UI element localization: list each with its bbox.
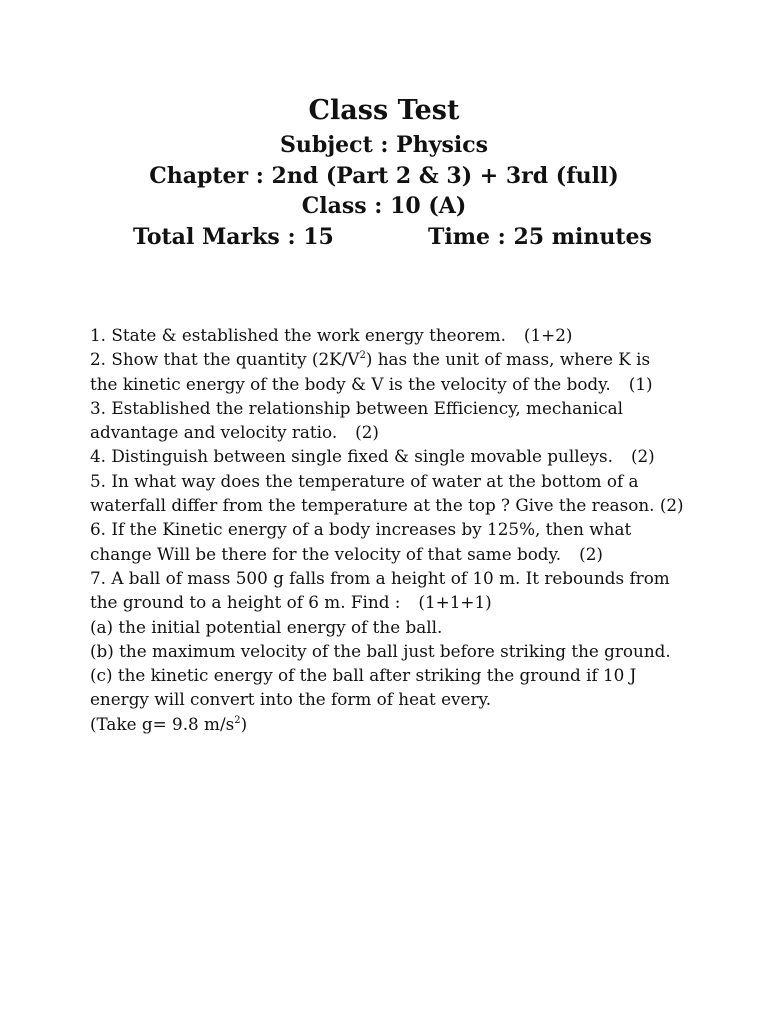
question-5: 5. In what way does the temperature of water at the bottom of a <box>90 470 639 491</box>
question-marks: (2) <box>579 543 603 564</box>
question-marks: (2) <box>630 446 655 467</box>
superscript: 2 <box>234 714 241 726</box>
marks-time-row <box>0 222 768 253</box>
question-7-continued <box>90 590 710 614</box>
question-7-part-c-continued: energy will convert into the form of heat every. <box>90 689 492 710</box>
chapter-line: Chapter : 2nd (Part 2 & 3) + 3rd (full) <box>149 162 619 189</box>
question-1 <box>90 323 710 347</box>
question-text: change Will be there for the velocity of that same body. <box>90 543 562 564</box>
question-text: ) has the unit of mass, where K is <box>365 349 651 370</box>
subject-line: Subject : Physics <box>279 132 489 158</box>
note-text: (Take g= 9.8 m/s <box>90 713 235 734</box>
question-7-part-b: (b) the maximum velocity of the ball just before striking the ground. <box>90 640 671 661</box>
question-2 <box>90 347 710 371</box>
total-marks: Total Marks : 15 <box>133 223 334 250</box>
test-header <box>0 92 768 253</box>
question-text: the kinetic energy of the body & V is the velocity of the body. <box>90 373 611 394</box>
question-6-continued <box>90 542 710 566</box>
question-marks: (1) <box>628 373 653 394</box>
question-text: 2. Show that the quantity (2K/V <box>90 349 360 370</box>
question-6: 6. If the Kinetic energy of a body increases by 125%, then what <box>90 519 632 540</box>
time-allowed: Time : 25 minutes <box>428 223 652 250</box>
gravity-note <box>90 712 710 736</box>
superscript: 2 <box>359 350 366 362</box>
question-3-continued <box>90 420 710 444</box>
question-7: 7. A ball of mass 500 g falls from a height of 10 m. It rebounds from <box>90 567 670 588</box>
question-7-part-c: (c) the kinetic energy of the ball after striking the ground if 10 J <box>90 665 637 686</box>
page-title: Class Test <box>308 95 460 126</box>
question-5-continued: waterfall differ from the temperature at the top ? Give the reason. (2) <box>90 495 684 516</box>
question-7-part-a: (a) the initial potential energy of the ball. <box>90 616 443 637</box>
question-marks: (1+2) <box>523 325 573 345</box>
question-marks: (1+1+1) <box>418 592 492 613</box>
question-3: 3. Established the relationship between Efficiency, mechanical <box>90 397 624 418</box>
question-text: 4. Distinguish between single fixed & single movable pulleys. <box>90 446 613 467</box>
question-4 <box>90 444 710 468</box>
note-text: ) <box>240 713 248 734</box>
question-text: 1. State & established the work energy theorem. <box>90 325 506 345</box>
question-2-continued <box>90 372 710 396</box>
question-text: advantage and velocity ratio. <box>90 422 338 443</box>
question-list <box>90 323 710 736</box>
class-line: Class : 10 (A) <box>301 193 467 219</box>
question-text: the ground to a height of 6 m. Find : <box>90 592 401 613</box>
question-marks: (2) <box>355 422 379 443</box>
